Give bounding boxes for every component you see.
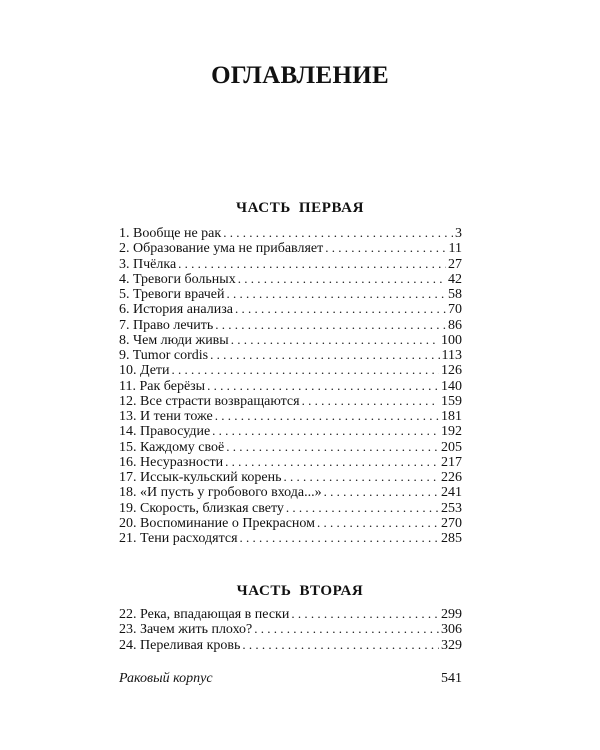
dot-leader xyxy=(254,621,439,636)
toc-entry-title xyxy=(119,394,300,408)
toc-entry-text: Иссык-кульский корень xyxy=(140,470,282,485)
toc-entry-page: 241 xyxy=(441,485,462,500)
toc-entry-text: Переливая кровь xyxy=(140,637,241,652)
toc-entry-text: Правосудие xyxy=(140,424,211,439)
toc-entry-page: 140 xyxy=(441,378,462,393)
toc-entry-number: 21. xyxy=(119,531,137,546)
dot-leader xyxy=(215,317,446,332)
toc-entry-page: 253 xyxy=(441,500,462,515)
toc-entry[interactable] xyxy=(119,317,462,332)
toc-entry-title xyxy=(119,501,284,515)
toc-entry-number: 15. xyxy=(119,439,137,454)
toc-entry-page: 70 xyxy=(448,302,462,317)
toc-entry-text: Вообще не рак xyxy=(133,226,222,241)
toc-entry-page: 159 xyxy=(441,393,462,408)
toc-entry[interactable] xyxy=(119,362,462,377)
toc-entry-text: Чем люди живы xyxy=(133,332,229,347)
dot-leader xyxy=(324,484,439,499)
dot-leader xyxy=(223,225,453,240)
toc-entry-title xyxy=(119,516,315,530)
toc-entry-page: 86 xyxy=(448,317,462,332)
toc-entry[interactable] xyxy=(119,530,462,545)
page-title: ОГЛАВЛЕНИЕ xyxy=(211,62,389,89)
toc-entry[interactable] xyxy=(119,439,462,454)
toc-entry[interactable] xyxy=(119,484,462,499)
toc-entry-page: 226 xyxy=(441,470,462,485)
toc-entry-page: 329 xyxy=(441,637,462,652)
dot-leader xyxy=(212,423,439,438)
toc-entry-page: 205 xyxy=(441,439,462,454)
toc-entry-title xyxy=(119,257,176,271)
toc-entry-number: 14. xyxy=(119,424,137,439)
toc-entry-text: Зачем жить плохо? xyxy=(140,622,253,637)
toc-entry[interactable] xyxy=(119,225,462,240)
toc-entry-title xyxy=(119,470,281,484)
toc-entry[interactable] xyxy=(119,606,462,621)
toc-entry-title xyxy=(119,272,236,286)
toc-entry[interactable] xyxy=(119,256,462,271)
toc-entry-page: 306 xyxy=(441,622,462,637)
running-book-title: Раковый корпус xyxy=(119,671,213,686)
toc-entry[interactable] xyxy=(119,423,462,438)
dot-leader xyxy=(302,393,439,408)
part-one-heading-ordinal: ПЕРВАЯ xyxy=(298,200,365,216)
toc-entry-number: 10. xyxy=(119,363,137,378)
toc-entry-page: 42 xyxy=(448,271,462,286)
toc-entry-page: 11 xyxy=(448,241,462,256)
toc-entry-number: 6. xyxy=(119,302,130,317)
part-two-contents xyxy=(119,606,462,652)
dot-leader xyxy=(291,606,439,621)
dot-leader xyxy=(231,332,439,347)
toc-entry-text: Пчёлка xyxy=(133,256,177,271)
toc-entry-number: 4. xyxy=(119,271,130,286)
toc-entry[interactable] xyxy=(119,621,462,636)
toc-entry-text: Воспоминание о Прекрасном xyxy=(140,515,316,530)
toc-entry-title xyxy=(119,348,208,362)
toc-entry-text: Тени расходятся xyxy=(140,531,238,546)
toc-entry-page: 270 xyxy=(441,515,462,530)
toc-entry-title xyxy=(119,531,238,545)
toc-entry-title xyxy=(119,424,210,438)
toc-entry-page: 181 xyxy=(441,409,462,424)
part-two-heading xyxy=(0,583,600,600)
toc-entry-text: Право лечить xyxy=(133,317,214,332)
toc-entry-title xyxy=(119,607,289,621)
toc-entry-text: Tumor cordis xyxy=(132,348,209,363)
toc-entry-text: Река, впадающая в пески xyxy=(140,607,290,622)
dot-leader xyxy=(210,347,439,362)
toc-entry-title xyxy=(119,485,322,499)
toc-entry[interactable] xyxy=(119,286,462,301)
toc-entry[interactable] xyxy=(119,332,462,347)
toc-entry[interactable] xyxy=(119,378,462,393)
toc-entry-title xyxy=(119,440,224,454)
toc-entry-text: Каждому своё xyxy=(140,439,225,454)
toc-entry-number: 23. xyxy=(119,622,137,637)
toc-entry[interactable] xyxy=(119,240,462,255)
dot-leader xyxy=(238,271,446,286)
dot-leader xyxy=(172,362,439,377)
toc-entry-number: 16. xyxy=(119,454,137,469)
toc-entry-text: История анализа xyxy=(133,302,233,317)
part-two-heading-ordinal: ВТОРАЯ xyxy=(299,583,364,599)
toc-entry[interactable] xyxy=(119,393,462,408)
toc-entry-number: 13. xyxy=(119,409,137,424)
dot-leader xyxy=(178,256,446,271)
toc-entry-number: 12. xyxy=(119,393,137,408)
toc-entry-title xyxy=(119,409,213,423)
toc-entry-number: 18. xyxy=(119,485,137,500)
toc-entry-number: 7. xyxy=(119,317,130,332)
toc-entry[interactable] xyxy=(119,515,462,530)
part-one-heading-word: ЧАСТЬ xyxy=(235,200,291,216)
toc-entry-title xyxy=(119,226,221,240)
part-two-heading-word: ЧАСТЬ xyxy=(236,583,292,599)
toc-entry-number: 19. xyxy=(119,500,137,515)
toc-entry-text: Все страсти возвращаются xyxy=(140,393,300,408)
toc-entry-text: Тревоги врачей xyxy=(133,287,225,302)
toc-entry-number: 1. xyxy=(119,226,130,241)
page-number: 541 xyxy=(441,671,462,686)
toc-entry-number: 3. xyxy=(119,256,130,271)
toc-entry-page: 285 xyxy=(441,531,462,546)
toc-entry-text: Тревоги больных xyxy=(133,271,236,286)
part-one-heading xyxy=(0,200,600,217)
toc-entry-page: 217 xyxy=(441,454,462,469)
toc-entry-title xyxy=(119,333,229,347)
dot-leader xyxy=(227,286,447,301)
toc-entry[interactable] xyxy=(119,347,462,362)
toc-entry[interactable] xyxy=(119,301,462,316)
toc-entry-number: 5. xyxy=(119,287,130,302)
dot-leader xyxy=(283,469,439,484)
toc-entry-page: 58 xyxy=(448,287,462,302)
part-one-contents xyxy=(119,225,462,545)
toc-entry[interactable] xyxy=(119,500,462,515)
toc-entry-number: 8. xyxy=(119,332,130,347)
toc-entry-number: 17. xyxy=(119,470,137,485)
toc-entry-page: 3 xyxy=(455,226,462,241)
toc-entry-title xyxy=(119,455,223,469)
toc-entry-title xyxy=(119,379,205,393)
dot-leader xyxy=(215,408,439,423)
dot-leader xyxy=(242,637,439,652)
toc-entry-text: Скорость, близкая свету xyxy=(140,500,284,515)
toc-entry-page: 113 xyxy=(441,348,462,363)
toc-entry-page: 192 xyxy=(441,424,462,439)
toc-entry-text: И тени тоже xyxy=(140,409,213,424)
toc-entry-text: Дети xyxy=(140,363,170,378)
toc-entry-text: «И пусть у гробового входа...» xyxy=(140,485,322,500)
toc-entry-title xyxy=(119,638,240,652)
dot-leader xyxy=(317,515,439,530)
dot-leader xyxy=(235,301,446,316)
toc-entry-text: Образование ума не прибавляет xyxy=(133,241,324,256)
toc-entry-number: 2. xyxy=(119,241,130,256)
toc-entry-page: 100 xyxy=(441,332,462,347)
dot-leader xyxy=(226,439,439,454)
toc-entry[interactable] xyxy=(119,637,462,652)
toc-entry-title xyxy=(119,363,170,377)
toc-entry[interactable] xyxy=(119,408,462,423)
toc-entry-page: 299 xyxy=(441,607,462,622)
dot-leader xyxy=(225,454,439,469)
dot-leader xyxy=(325,240,446,255)
toc-entry-number: 22. xyxy=(119,607,137,622)
toc-entry-text: Рак берёзы xyxy=(139,378,206,393)
page-footer xyxy=(119,671,462,687)
toc-entry-title xyxy=(119,622,252,636)
toc-entry-number: 9. xyxy=(119,348,130,363)
toc-entry[interactable] xyxy=(119,271,462,286)
toc-entry[interactable] xyxy=(119,454,462,469)
toc-entry-page: 27 xyxy=(448,256,462,271)
toc-entry-title xyxy=(119,241,323,255)
dot-leader xyxy=(286,500,439,515)
toc-entry-number: 20. xyxy=(119,515,137,530)
toc-entry-number: 11. xyxy=(119,378,136,393)
toc-entry-number: 24. xyxy=(119,637,137,652)
toc-entry-title xyxy=(119,287,225,301)
dot-leader xyxy=(207,378,439,393)
toc-entry-page: 126 xyxy=(441,363,462,378)
toc-entry-title xyxy=(119,318,213,332)
toc-entry-text: Несуразности xyxy=(140,454,224,469)
toc-entry[interactable] xyxy=(119,469,462,484)
dot-leader xyxy=(240,530,439,545)
toc-entry-title xyxy=(119,302,233,316)
